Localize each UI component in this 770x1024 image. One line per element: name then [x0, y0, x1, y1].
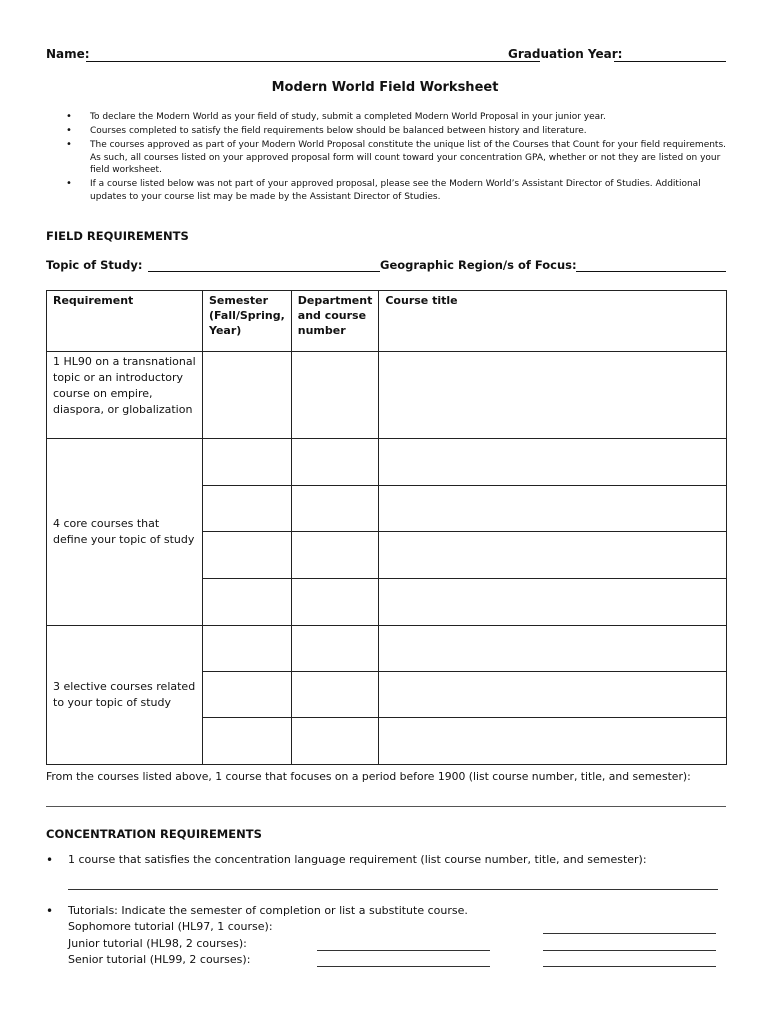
bullet-icon: • — [66, 111, 72, 122]
list-item — [66, 111, 730, 124]
junior-tutorial-field-1[interactable] — [317, 950, 490, 951]
department-cell[interactable] — [291, 532, 379, 579]
language-requirement-text: 1 course that satisfies the concentration language requirement (list course number, title, and semester): — [68, 853, 647, 866]
requirement-core-courses: 4 core courses that define your topic of study — [47, 439, 203, 626]
department-cell[interactable] — [291, 486, 379, 532]
bullet-text: To declare the Modern World as your field of study, submit a completed Modern World Proposal in your junior year. — [90, 112, 606, 122]
column-header-semester: Semester (Fall/Spring, Year) — [203, 291, 292, 352]
list-item — [66, 139, 730, 177]
semester-cell[interactable] — [203, 579, 292, 626]
geographic-region-label: Geographic Region/s of Focus: — [380, 258, 577, 272]
semester-cell[interactable] — [203, 672, 292, 718]
semester-cell[interactable] — [203, 532, 292, 579]
pre1900-instruction: From the courses listed above, 1 course that focuses on a period before 1900 (list course number, title, and semester): — [46, 770, 691, 783]
column-header-department: Department and course number — [291, 291, 379, 352]
semester-cell[interactable] — [203, 352, 292, 439]
semester-cell[interactable] — [203, 486, 292, 532]
department-cell[interactable] — [291, 439, 379, 486]
course-title-cell[interactable] — [379, 718, 727, 765]
topic-of-study-label: Topic of Study: — [46, 258, 143, 272]
senior-tutorial-field-1[interactable] — [317, 966, 490, 967]
department-cell[interactable] — [291, 626, 379, 672]
semester-cell[interactable] — [203, 439, 292, 486]
junior-tutorial-label: Junior tutorial (HL98, 2 courses): — [68, 937, 247, 950]
bullet-icon: • — [66, 139, 72, 150]
field-requirements-heading: FIELD REQUIREMENTS — [46, 229, 189, 243]
course-title-cell[interactable] — [379, 626, 727, 672]
bullet-icon: • — [46, 853, 54, 867]
bullet-text: The courses approved as part of your Modern World Proposal constitute the unique list of the Courses that Count for your field requirements. As such, all courses listed on your approved proposal form will count toward your concentration GPA, whether or not they are listed on your field worksheet. — [90, 140, 727, 175]
intro-bullet-list — [66, 111, 730, 205]
department-cell[interactable] — [291, 579, 379, 626]
semester-cell[interactable] — [203, 718, 292, 765]
page-title: Modern World Field Worksheet — [271, 80, 499, 95]
bullet-text: If a course listed below was not part of your approved proposal, please see the Modern World’s Assistant Director of Studies. Additional updates to your course list may be made by the Assistant Director of Studies. — [90, 179, 701, 202]
tutorials-intro-text: Tutorials: Indicate the semester of completion or list a substitute course. — [68, 904, 468, 917]
table-row — [47, 439, 727, 486]
requirement-hl90: 1 HL90 on a transnational topic or an introductory course on empire, diaspora, or globalization — [47, 352, 203, 439]
sophomore-tutorial-field[interactable] — [543, 933, 716, 934]
concentration-requirements-heading: CONCENTRATION REQUIREMENTS — [46, 827, 262, 841]
course-title-cell[interactable] — [379, 352, 727, 439]
name-field[interactable] — [86, 61, 540, 62]
topic-row — [46, 258, 726, 274]
bullet-icon: • — [46, 904, 54, 918]
graduation-year-label: Graduation Year: — [508, 47, 623, 61]
department-cell[interactable] — [291, 352, 379, 439]
pre1900-answer-field[interactable] — [46, 806, 726, 807]
senior-tutorial-field-2[interactable] — [543, 966, 716, 967]
course-title-cell[interactable] — [379, 532, 727, 579]
sophomore-tutorial-label: Sophomore tutorial (HL97, 1 course): — [68, 920, 273, 933]
list-item — [66, 125, 730, 138]
table-header-row — [47, 291, 727, 352]
table-row — [47, 626, 727, 672]
graduation-year-field[interactable] — [614, 61, 726, 62]
geographic-region-field[interactable] — [576, 271, 726, 272]
junior-tutorial-field-2[interactable] — [543, 950, 716, 951]
course-title-cell[interactable] — [379, 439, 727, 486]
course-title-cell[interactable] — [379, 486, 727, 532]
table-row — [47, 352, 727, 439]
column-header-course-title: Course title — [379, 291, 727, 352]
name-label: Name: — [46, 47, 90, 61]
course-title-cell[interactable] — [379, 672, 727, 718]
bullet-icon: • — [66, 125, 72, 136]
requirements-table — [46, 290, 727, 765]
language-answer-field[interactable] — [68, 889, 718, 890]
topic-of-study-field[interactable] — [148, 271, 380, 272]
bullet-text: Courses completed to satisfy the field requirements below should be balanced between history and literature. — [90, 126, 587, 136]
department-cell[interactable] — [291, 672, 379, 718]
department-cell[interactable] — [291, 718, 379, 765]
list-item — [66, 178, 730, 203]
bullet-icon: • — [66, 178, 72, 189]
semester-cell[interactable] — [203, 626, 292, 672]
requirement-elective-courses: 3 elective courses related to your topic of study — [47, 626, 203, 765]
senior-tutorial-label: Senior tutorial (HL99, 2 courses): — [68, 953, 251, 966]
course-title-cell[interactable] — [379, 579, 727, 626]
column-header-requirement: Requirement — [47, 291, 203, 352]
